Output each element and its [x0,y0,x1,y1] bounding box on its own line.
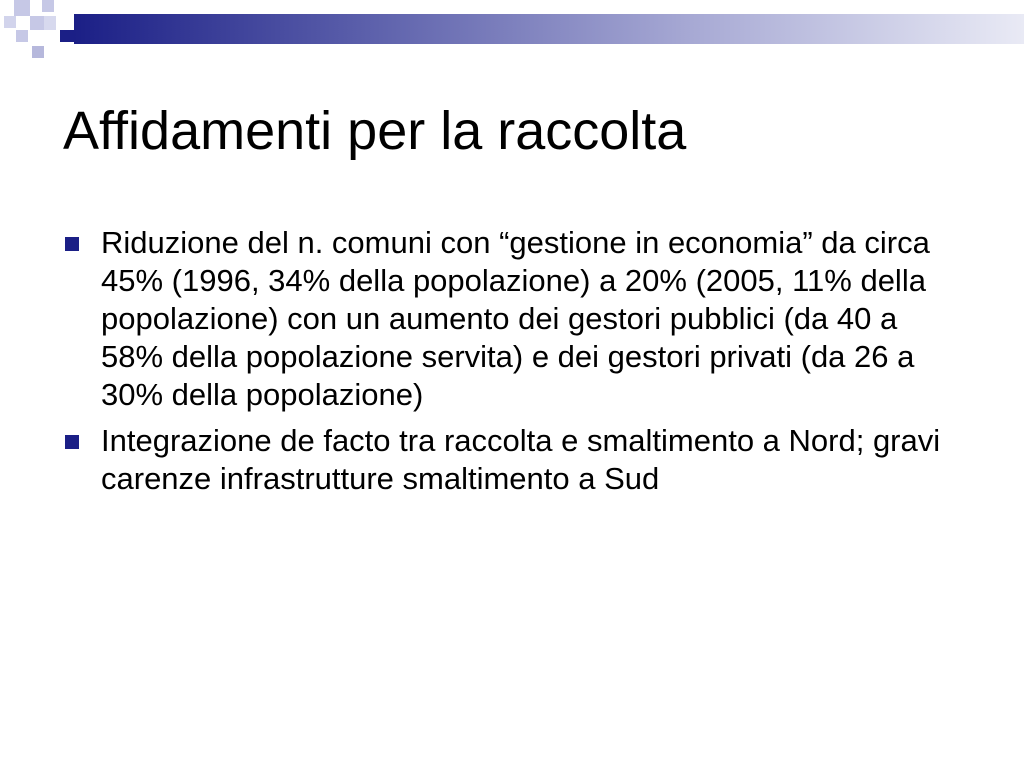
square-bullet-icon [65,237,79,251]
bullet-list [63,224,963,506]
decor-square [16,30,28,42]
decor-square [32,46,44,58]
bullet-text: Riduzione del n. comuni con “gestione in economia” da circa 45% (1996, 34% della popolazione) a 20% (2005, 11% della popolazione) con un aumento dei gestori pubblici (da 40 a 58% della popolazione servita) e dei gestori privati (da 26 a 30% della popolazione) [101,225,930,412]
decor-square [44,16,56,30]
bullet-item [63,422,963,498]
bullet-text: Integrazione de facto tra raccolta e smaltimento a Nord; gravi carenze infrastrutture smaltimento a Sud [101,423,941,496]
decor-square [14,0,30,16]
decor-square [4,16,16,28]
gradient-bar [74,14,1024,44]
decor-square [42,0,54,12]
header-decoration [0,0,1024,70]
square-bullet-icon [65,435,79,449]
slide-title: Affidamenti per la raccolta [63,101,687,161]
bullet-item [63,224,963,414]
decor-square [30,16,44,30]
decor-square-dark [60,30,74,42]
